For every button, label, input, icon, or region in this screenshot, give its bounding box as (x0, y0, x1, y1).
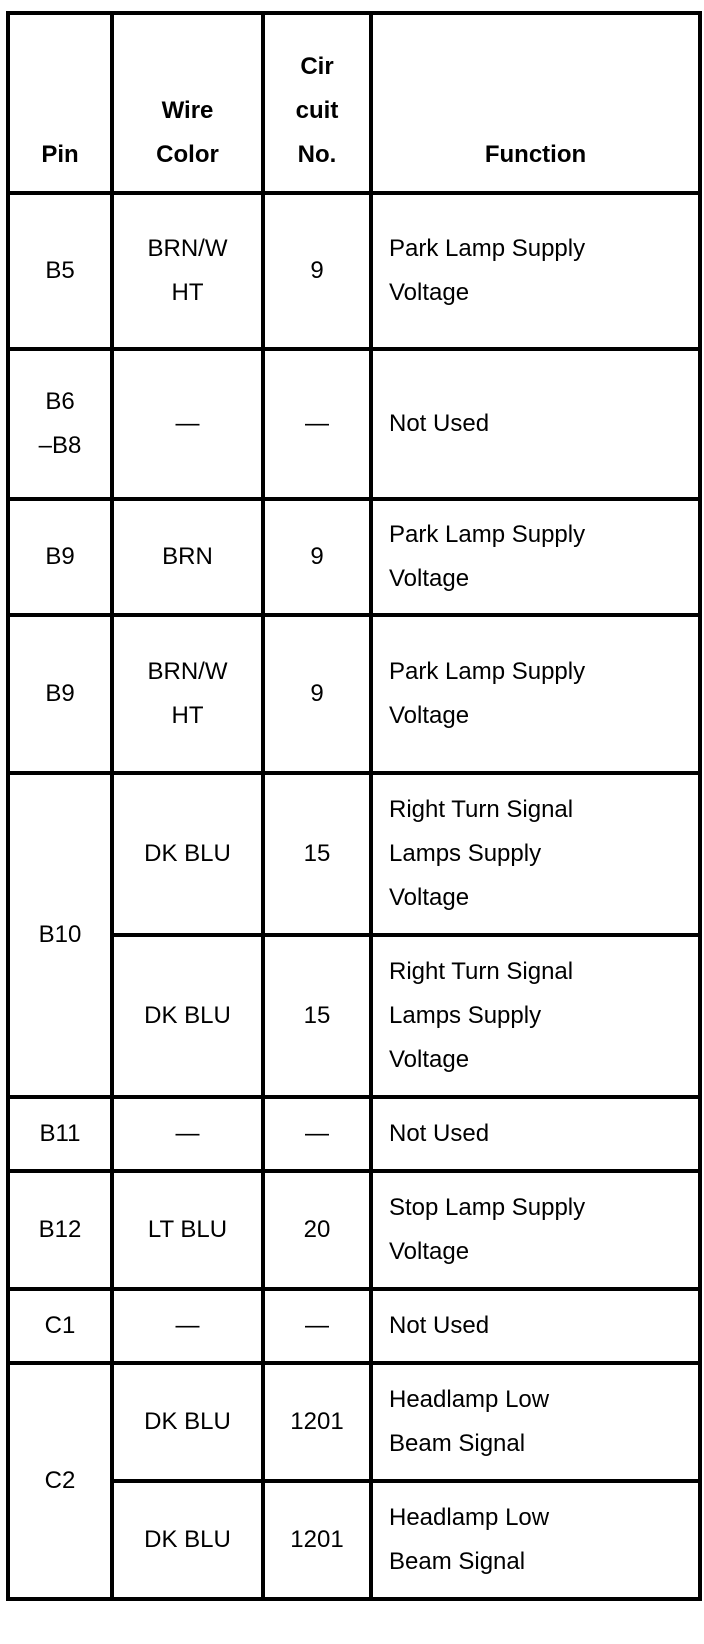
header-wire-color: Wire Color (112, 13, 263, 193)
wire-color-cell: BRN/W HT (112, 193, 263, 349)
function-cell: Not Used (371, 349, 700, 499)
function-cell: Stop Lamp Supply Voltage (371, 1171, 700, 1289)
table-row (8, 1289, 700, 1363)
table-row (8, 349, 700, 499)
pin-cell: B11 (8, 1097, 112, 1171)
wire-color-cell: LT BLU (112, 1171, 263, 1289)
function-cell: Headlamp Low Beam Signal (371, 1363, 700, 1481)
circuit-cell: 1201 (263, 1481, 371, 1599)
table-row (8, 1171, 700, 1289)
pin-cell: B9 (8, 499, 112, 615)
table-row (8, 499, 700, 615)
pin-cell: B5 (8, 193, 112, 349)
circuit-cell: 9 (263, 615, 371, 773)
table-row (8, 1097, 700, 1171)
table-row (8, 773, 700, 935)
circuit-cell: 1201 (263, 1363, 371, 1481)
wire-color-cell: — (112, 1097, 263, 1171)
table-row (8, 1363, 700, 1481)
pinout-table (6, 11, 702, 1601)
wire-color-cell: BRN/W HT (112, 615, 263, 773)
pin-cell: B12 (8, 1171, 112, 1289)
function-cell: Park Lamp Supply Voltage (371, 193, 700, 349)
table-row (8, 193, 700, 349)
function-cell: Not Used (371, 1289, 700, 1363)
circuit-cell: 9 (263, 193, 371, 349)
function-cell: Park Lamp Supply Voltage (371, 615, 700, 773)
wire-color-cell: DK BLU (112, 773, 263, 935)
wire-color-cell: DK BLU (112, 1363, 263, 1481)
table-row (8, 935, 700, 1097)
table-row (8, 1481, 700, 1599)
pin-cell: B10 (8, 773, 112, 1097)
function-cell: Not Used (371, 1097, 700, 1171)
pin-cell: B9 (8, 615, 112, 773)
function-cell: Right Turn Signal Lamps Supply Voltage (371, 773, 700, 935)
header-pin: Pin (8, 13, 112, 193)
circuit-cell: 20 (263, 1171, 371, 1289)
circuit-cell: 15 (263, 773, 371, 935)
wire-color-cell: DK BLU (112, 935, 263, 1097)
pin-cell: C1 (8, 1289, 112, 1363)
pin-cell: C2 (8, 1363, 112, 1599)
circuit-cell: — (263, 1097, 371, 1171)
header-function: Function (371, 13, 700, 193)
function-cell: Headlamp Low Beam Signal (371, 1481, 700, 1599)
wire-color-cell: DK BLU (112, 1481, 263, 1599)
header-circuit-no: Cir cuit No. (263, 13, 371, 193)
wire-color-cell: — (112, 349, 263, 499)
circuit-cell: — (263, 1289, 371, 1363)
circuit-cell: 9 (263, 499, 371, 615)
pin-cell: B6 –B8 (8, 349, 112, 499)
function-cell: Park Lamp Supply Voltage (371, 499, 700, 615)
function-cell: Right Turn Signal Lamps Supply Voltage (371, 935, 700, 1097)
table-row (8, 615, 700, 773)
wire-color-cell: — (112, 1289, 263, 1363)
wire-color-cell: BRN (112, 499, 263, 615)
circuit-cell: 15 (263, 935, 371, 1097)
circuit-cell: — (263, 349, 371, 499)
header-row (8, 13, 700, 193)
